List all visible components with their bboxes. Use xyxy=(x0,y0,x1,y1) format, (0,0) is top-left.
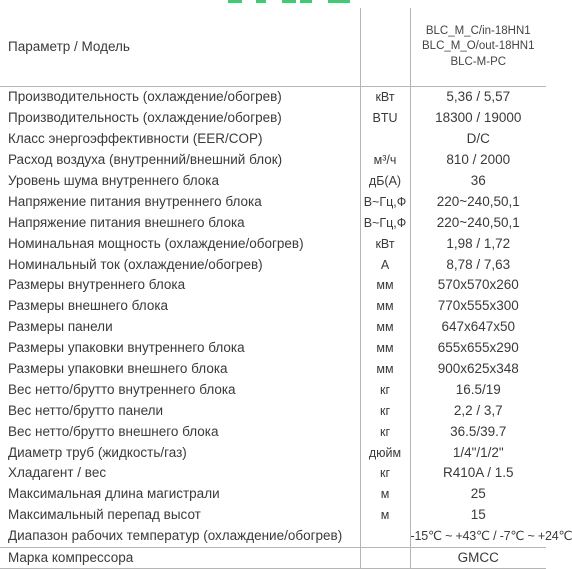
param-cell: Размеры упаковки внутреннего блока xyxy=(8,340,245,356)
value-cell: R410A / 1.5 xyxy=(410,463,546,484)
param-cell: Размеры упаковки внешнего блока xyxy=(8,361,228,377)
param-cell: Уровень шума внутреннего блока xyxy=(8,173,219,188)
value-cell: 15 xyxy=(410,505,546,526)
value-cell: 810 / 2000 xyxy=(410,150,546,171)
table-row xyxy=(0,191,546,212)
table-row xyxy=(0,296,546,317)
value-cell: 18300 / 19000 xyxy=(410,108,546,129)
table-row xyxy=(0,359,546,380)
unit-cell: м xyxy=(360,505,410,526)
value-cell: 2,2 / 3,7 xyxy=(410,400,546,421)
table-row xyxy=(0,129,546,150)
unit-cell: кг xyxy=(360,463,410,484)
value-cell: 16.5/19 xyxy=(410,379,546,400)
param-cell: Максимальный перепад высот xyxy=(8,507,201,523)
table-row xyxy=(0,484,546,505)
table-row xyxy=(0,338,546,359)
param-cell: Марка компрессора xyxy=(0,547,360,569)
param-cell: Диапазон рабочих температур (охлаждение/обогрев) xyxy=(0,526,360,547)
value-cell: 5,36 / 5,57 xyxy=(410,87,546,108)
unit-cell xyxy=(360,547,410,569)
value-cell: GMCC xyxy=(410,547,546,569)
unit-cell: дюйм xyxy=(360,442,410,463)
table-row xyxy=(0,212,546,233)
param-cell: Напряжение питания внутреннего блока xyxy=(8,193,262,209)
table-row xyxy=(0,379,546,400)
value-cell: 655x655x290 xyxy=(410,338,546,359)
table-row xyxy=(0,87,546,108)
param-cell: Размеры внешнего блока xyxy=(8,298,169,314)
unit-cell: В~Гц,Ф xyxy=(360,191,410,212)
param-cell: Размеры внутреннего блока xyxy=(8,277,186,293)
param-cell: Максимальная длина магистрали xyxy=(8,486,220,502)
accent-segment xyxy=(228,0,242,3)
param-cell: Размеры панели xyxy=(8,319,113,335)
unit-cell: кВт xyxy=(360,233,410,254)
param-cell: Вес нетто/брутто панели xyxy=(8,402,164,418)
accent-segment xyxy=(328,0,350,3)
table-row xyxy=(0,150,546,171)
value-cell: D/C xyxy=(410,129,546,150)
unit-cell: мм xyxy=(360,359,410,380)
param-cell: Класс энергоэффективности (EER/COP) xyxy=(8,131,263,147)
unit-cell: кг xyxy=(360,421,410,442)
spec-table-body xyxy=(0,8,572,569)
value-cell: -15℃ ~ +43℃ / -7℃ ~ +24℃ xyxy=(410,526,546,547)
model-name-panel: BLC-M-PC xyxy=(450,55,507,68)
table-row xyxy=(0,317,546,338)
unit-cell: мм xyxy=(360,296,410,317)
param-cell: Производительность (охлаждение/обогрев) xyxy=(8,110,282,126)
unit-cell: кг xyxy=(360,400,410,421)
unit-cell: кг xyxy=(360,379,410,400)
value-cell: 25 xyxy=(410,484,546,505)
unit-cell: м³/ч xyxy=(360,150,410,171)
unit-cell: кВт xyxy=(360,87,410,108)
value-cell: 570x570x260 xyxy=(410,275,546,296)
unit-cell: В~Гц,Ф xyxy=(360,212,410,233)
param-cell: Вес нетто/брутто внешнего блока xyxy=(8,423,219,439)
value-cell: 36 xyxy=(410,171,546,192)
table-row xyxy=(0,171,546,192)
value-cell: 8,78 / 7,63 xyxy=(410,254,546,275)
param-cell: Номинальная мощность (охлаждение/обогрев) xyxy=(8,235,304,251)
unit-cell: м xyxy=(360,484,410,505)
unit-cell: А xyxy=(360,254,410,275)
model-names-header xyxy=(410,8,546,87)
param-cell: Номинальный ток (охлаждение/обогрев) xyxy=(8,256,263,272)
param-cell: Вес нетто/брутто внутреннего блока xyxy=(8,381,236,397)
unit-cell xyxy=(360,129,410,150)
value-cell: 1/4"/1/2" xyxy=(410,442,546,463)
table-row xyxy=(0,442,546,463)
unit-cell xyxy=(360,526,410,547)
table-row xyxy=(0,233,546,254)
param-cell: Напряжение питания внешнего блока xyxy=(8,214,245,230)
table-row xyxy=(0,108,546,129)
value-cell: 647x647x50 xyxy=(410,317,546,338)
param-cell: Расход воздуха (внутренний/внешний блок) xyxy=(8,152,283,168)
unit-cell: мм xyxy=(360,317,410,338)
unit-header xyxy=(360,8,410,87)
model-name-indoor: BLC_M_C/in-18HN1 xyxy=(425,24,531,37)
unit-cell: дБ(А) xyxy=(360,171,410,192)
value-cell: 900x625x348 xyxy=(410,359,546,380)
table-row xyxy=(0,421,546,442)
table-row xyxy=(0,400,546,421)
table-row xyxy=(0,254,546,275)
table-header-row xyxy=(0,8,546,87)
param-cell: Хладагент / вес xyxy=(8,465,107,481)
value-cell: 1,98 / 1,72 xyxy=(410,233,546,254)
unit-cell: BTU xyxy=(360,108,410,129)
accent-segment xyxy=(256,0,266,3)
value-cell: 36.5/39.7 xyxy=(410,421,546,442)
spec-table xyxy=(0,8,572,569)
unit-cell: мм xyxy=(360,275,410,296)
param-cell: Производительность (охлаждение/обогрев) xyxy=(8,89,282,105)
table-row xyxy=(0,526,546,547)
param-model-header: Параметр / Модель xyxy=(0,8,360,87)
table-row xyxy=(0,505,546,526)
top-accent-rule xyxy=(0,0,546,4)
unit-cell: мм xyxy=(360,338,410,359)
value-cell: 220~240,50,1 xyxy=(410,212,546,233)
param-cell: Диаметр труб (жидкость/газ) xyxy=(8,444,187,460)
accent-segment xyxy=(300,0,312,3)
table-row xyxy=(0,463,546,484)
model-name-outdoor: BLC_M_O/out-18HN1 xyxy=(422,40,535,53)
value-cell: 220~240,50,1 xyxy=(410,191,546,212)
accent-segment xyxy=(282,0,296,3)
table-row xyxy=(0,275,546,296)
value-cell: 770x555x300 xyxy=(410,296,546,317)
table-row xyxy=(0,547,546,569)
